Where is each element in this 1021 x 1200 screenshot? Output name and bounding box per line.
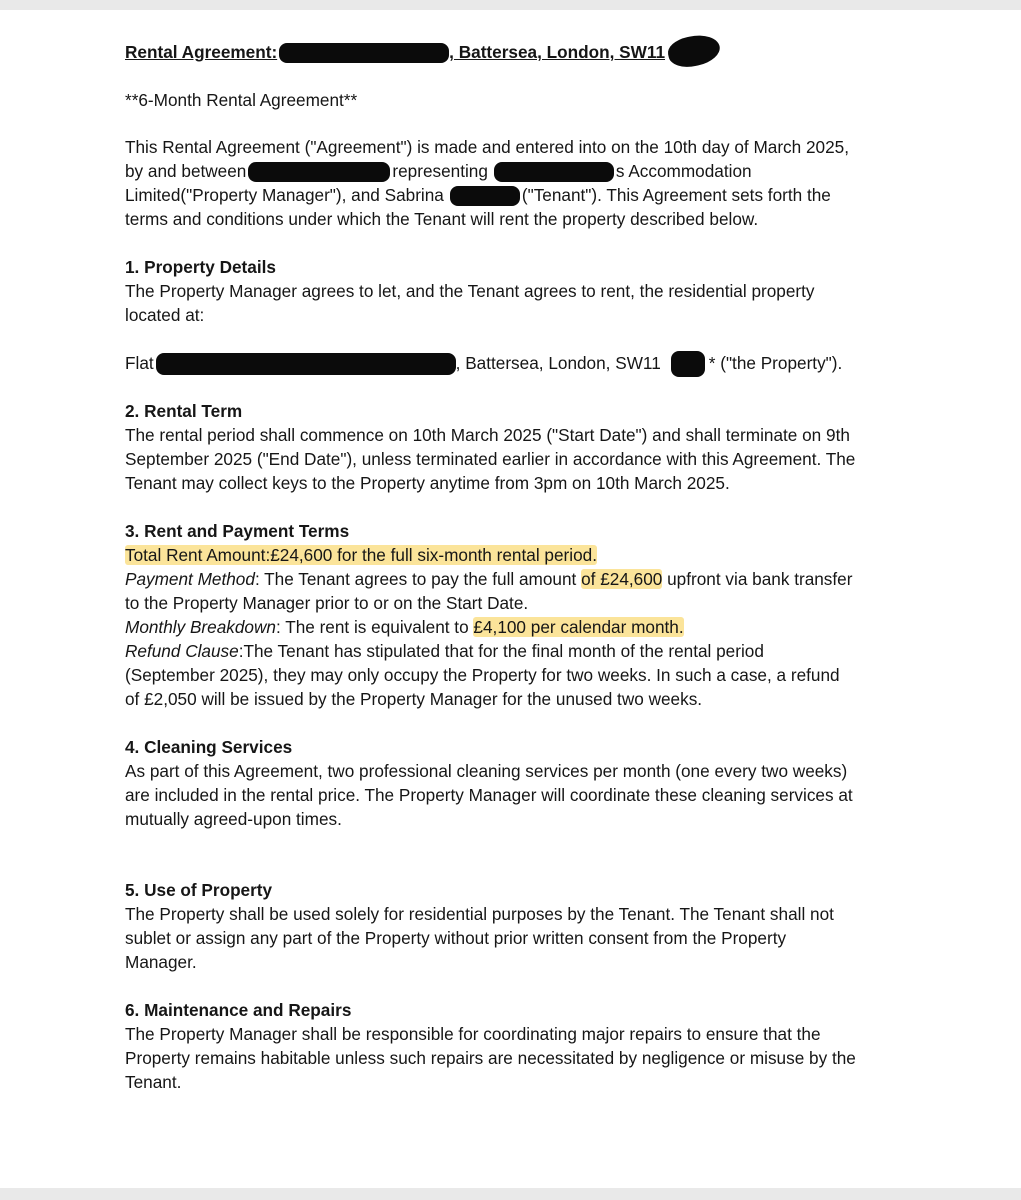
redaction-mark bbox=[156, 353, 456, 375]
refund-clause-text: :The Tenant has stipulated that for the final month of the rental period bbox=[238, 641, 764, 661]
section-5-heading: 5. Use of Property bbox=[125, 880, 273, 900]
section-4-line-2: are included in the rental price. The Property Manager will coordinate these cleaning services at bbox=[125, 785, 853, 805]
section-2-heading: 2. Rental Term bbox=[125, 401, 243, 421]
payment-method-text: : The Tenant agrees to pay the full amount bbox=[254, 569, 582, 589]
intro-text: representing bbox=[392, 161, 488, 181]
property-address bbox=[125, 351, 842, 377]
monthly-breakdown-text: : The rent is equivalent to bbox=[275, 617, 474, 637]
section-2-line-3: Tenant may collect keys to the Property anytime from 3pm on 10th March 2025. bbox=[125, 473, 730, 493]
bottom-frame-bar bbox=[0, 1188, 1021, 1200]
highlighted-monthly-rent: £4,100 per calendar month. bbox=[473, 617, 684, 637]
section-2-line-2: September 2025 ("End Date"), unless terminated earlier in accordance with this Agreement. The bbox=[125, 449, 856, 469]
section-6-line-1: The Property Manager shall be responsible for coordinating major repairs to ensure that the bbox=[125, 1024, 821, 1044]
section-3-heading: 3. Rent and Payment Terms bbox=[125, 521, 350, 541]
intro-line-1: This Rental Agreement ("Agreement") is made and entered into on the 10th day of March 2025, bbox=[125, 137, 849, 157]
section-6-line-2: Property remains habitable unless such repairs are necessitated by negligence or misuse by the bbox=[125, 1048, 856, 1068]
highlighted-amount: of £24,600 bbox=[581, 569, 663, 589]
intro-line-2 bbox=[125, 159, 752, 183]
refund-clause-line-3: of £2,050 will be issued by the Property Manager for the unused two weeks. bbox=[125, 689, 703, 709]
payment-method-label: Payment Method bbox=[125, 569, 255, 589]
title-suffix: , Battersea, London, SW11 bbox=[449, 42, 666, 62]
payment-method-text: upfront via bank transfer bbox=[662, 569, 853, 589]
intro-text: Limited("Property Manager"), and Sabrina bbox=[125, 185, 444, 205]
monthly-breakdown-line bbox=[125, 615, 684, 639]
redaction-scribble bbox=[665, 31, 722, 71]
highlighted-total-rent: Total Rent Amount:£24,600 for the full six-month rental period. bbox=[125, 545, 597, 565]
document-title bbox=[125, 40, 665, 64]
redaction-mark bbox=[279, 43, 449, 63]
refund-clause-label: Refund Clause bbox=[125, 641, 239, 661]
total-rent-line bbox=[125, 543, 597, 567]
address-text: Flat bbox=[125, 353, 154, 373]
section-5-line-2: sublet or assign any part of the Property without prior written consent from the Property bbox=[125, 928, 787, 948]
intro-text: by and between bbox=[125, 161, 247, 181]
intro-line-3 bbox=[125, 183, 831, 207]
top-frame-bar bbox=[0, 0, 1021, 10]
section-5-line-3: Manager. bbox=[125, 952, 197, 972]
intro-text: ("Tenant"). This Agreement sets forth the bbox=[521, 185, 831, 205]
section-2-line-1: The rental period shall commence on 10th March 2025 ("Start Date") and shall terminate on 9th bbox=[125, 425, 850, 445]
redaction-mark bbox=[248, 162, 390, 182]
section-5-line-1: The Property shall be used solely for residential purposes by the Tenant. The Tenant shall not bbox=[125, 904, 834, 924]
intro-line-4: terms and conditions under which the Tenant will rent the property described below. bbox=[125, 209, 759, 229]
payment-method-line-2: to the Property Manager prior to or on the Start Date. bbox=[125, 593, 529, 613]
section-4-heading: 4. Cleaning Services bbox=[125, 737, 293, 757]
document-subtitle: **6-Month Rental Agreement** bbox=[125, 90, 358, 110]
section-1-line-1: The Property Manager agrees to let, and the Tenant agrees to rent, the residential property bbox=[125, 281, 815, 301]
address-text: , Battersea, London, SW11 bbox=[455, 353, 661, 373]
section-4-line-1: As part of this Agreement, two professional cleaning services per month (one every two weeks) bbox=[125, 761, 848, 781]
monthly-breakdown-label: Monthly Breakdown bbox=[125, 617, 276, 637]
section-6-heading: 6. Maintenance and Repairs bbox=[125, 1000, 352, 1020]
intro-text: s Accommodation bbox=[615, 161, 752, 181]
payment-method-line bbox=[125, 567, 852, 591]
title-prefix: Rental Agreement: bbox=[125, 42, 278, 62]
address-text: * ("the Property"). bbox=[708, 353, 843, 373]
redaction-mark bbox=[671, 351, 705, 377]
redaction-mark bbox=[450, 186, 520, 206]
section-1-heading: 1. Property Details bbox=[125, 257, 276, 277]
redaction-mark bbox=[494, 162, 614, 182]
section-4-line-3: mutually agreed-upon times. bbox=[125, 809, 342, 829]
refund-clause-line-2: (September 2025), they may only occupy the Property for two weeks. In such a case, a refund bbox=[125, 665, 840, 685]
document-page bbox=[0, 10, 1021, 1188]
refund-clause-line bbox=[125, 639, 764, 663]
section-6-line-3: Tenant. bbox=[125, 1072, 182, 1092]
section-1-line-2: located at: bbox=[125, 305, 205, 325]
